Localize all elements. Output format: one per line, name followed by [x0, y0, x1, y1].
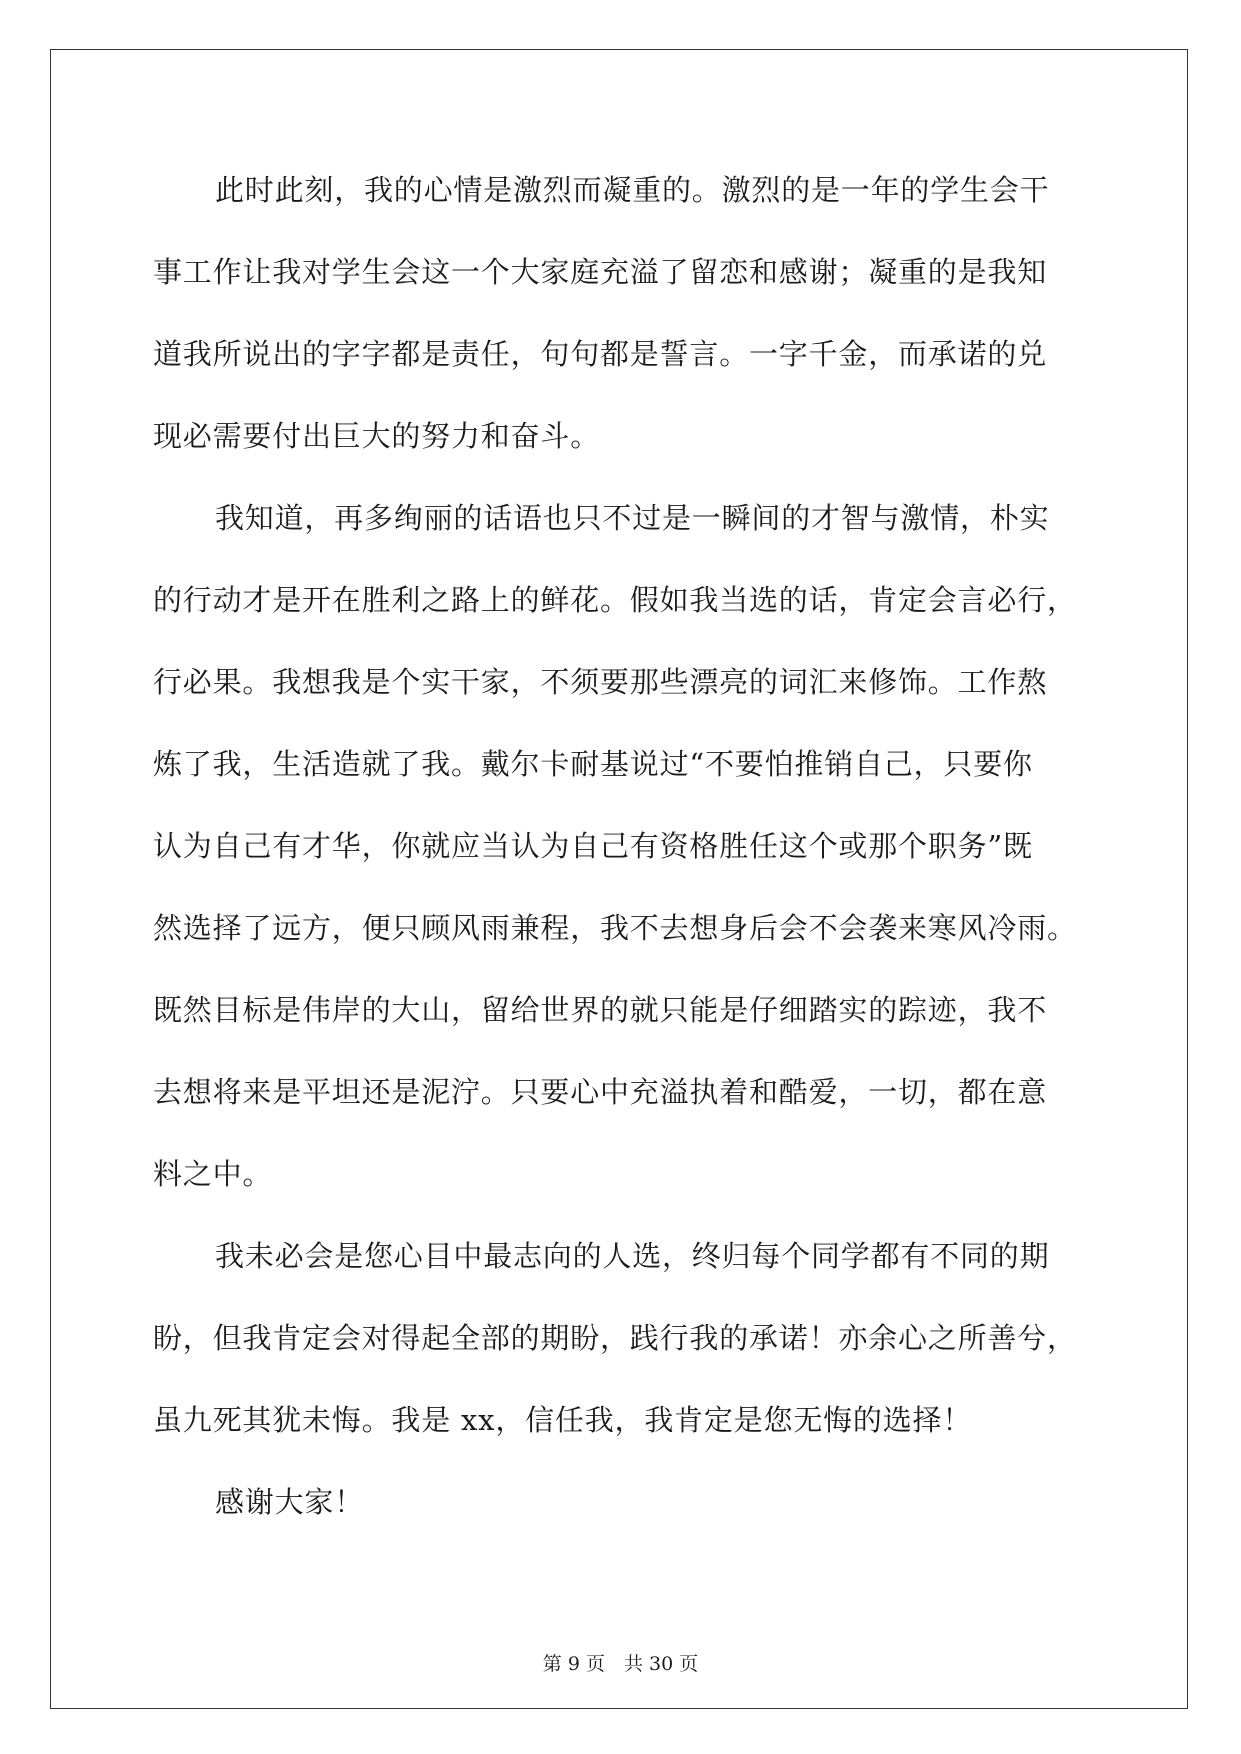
text-line: 认为自己有才华，你就应当认为自己有资格胜任这个或那个职务”既 — [153, 829, 1033, 863]
page-number: 第 9 页 共 30 页 — [542, 1653, 699, 1675]
text-line: 事工作让我对学生会这一个大家庭充溢了留恋和感谢；凝重的是我知 — [153, 255, 1048, 289]
text-line: 现必需要付出巨大的努力和奋斗。 — [153, 419, 601, 453]
document-body — [153, 160, 1088, 1554]
text-line: 道我所说出的字字都是责任，句句都是誓言。一字千金，而承诺的兑 — [153, 337, 1048, 371]
text-line: 虽九死其犹未悔。我是 xx，信任我，我肯定是您无悔的选择！ — [153, 1403, 973, 1437]
text-line: 然选择了远方，便只顾风雨兼程，我不去想身后会不会袭来寒风冷雨。 — [153, 911, 1077, 945]
text-line: 去想将来是平坦还是泥泞。只要心中充溢执着和酷爱，一切，都在意 — [153, 1075, 1048, 1109]
text-line: 我未必会是您心目中最志向的人选，终归每个同学都有不同的期 — [215, 1239, 1050, 1273]
text-line: 既然目标是伟岸的大山，留给世界的就只能是仔细踏实的踪迹，我不 — [153, 993, 1048, 1027]
text-line: 炼了我，生活造就了我。戴尔卡耐基说过“不要怕推销自己，只要你 — [153, 747, 1033, 781]
text-line: 我知道，再多绚丽的话语也只不过是一瞬间的才智与激情，朴实 — [215, 501, 1050, 535]
text-line: 感谢大家！ — [215, 1485, 365, 1519]
text-line: 料之中。 — [153, 1157, 273, 1191]
text-line: 行必果。我想我是个实干家，不须要那些漂亮的词汇来修饰。工作熬 — [153, 665, 1048, 699]
text-line: 此时此刻，我的心情是激烈而凝重的。激烈的是一年的学生会干 — [215, 173, 1050, 207]
text-line: 的行动才是开在胜利之路上的鲜花。假如我当选的话，肯定会言必行， — [153, 583, 1077, 617]
text-line: 盼，但我肯定会对得起全部的期盼，践行我的承诺！亦余心之所善兮， — [153, 1321, 1077, 1355]
